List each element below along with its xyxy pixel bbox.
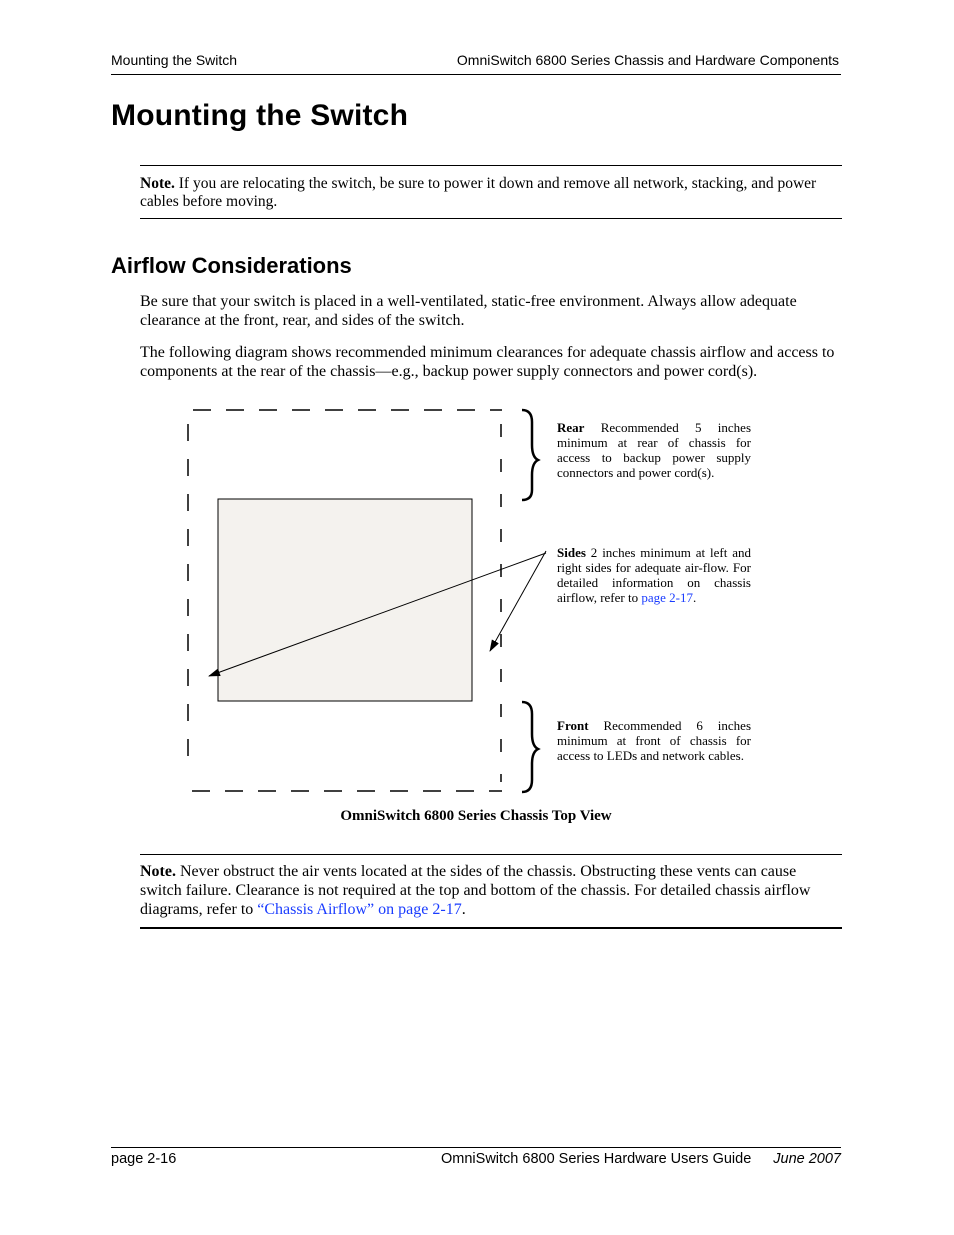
note-period: .: [461, 901, 466, 918]
callout-sides-label: Sides: [557, 545, 586, 560]
footer-page-number: page 2-16: [111, 1151, 177, 1167]
note-text: If you are relocating the switch, be sure to power it down and remove all network, stacking, and power cables before moving.: [140, 175, 817, 210]
running-header: [111, 52, 841, 75]
callout-rear: [557, 420, 751, 480]
callout-sides-text: 2 inches minimum at left and right sides for adequate air-flow. For detailed information on chassis airflow, refer to: [557, 545, 751, 605]
callout-front-text: Recommended 6 inches minimum at front of chassis for access to LEDs and network cables.: [557, 718, 751, 763]
callout-sides: [557, 545, 751, 605]
callout-sides-page-link[interactable]: page 2-17: [641, 590, 693, 605]
callout-rear-text: Recommended 5 inches minimum at rear of chassis for access to backup power supply connectors and power cord(s).: [557, 420, 751, 480]
note-text: Never obstruct the air vents located at the sides of the chassis. Obstructing these vents can cause switch failure. Clearance is not required at the top and bottom of the chassis. For detailed chassis airflow diagrams, refer to: [140, 863, 811, 918]
note-air-vents: [140, 854, 842, 929]
chassis-airflow-link[interactable]: “Chassis Airflow” on page 2-17: [257, 901, 462, 918]
arrow-to-right-side: [490, 551, 546, 651]
callout-sides-period: .: [692, 590, 697, 605]
footer-guide-title: OmniSwitch 6800 Series Hardware Users Guide: [441, 1151, 752, 1167]
header-section-title: Mounting the Switch: [111, 52, 238, 68]
paragraph-diagram-intro: The following diagram shows recommended minimum clearances for adequate chassis airflow and access to components at the rear of the chassis—e.g., backup power supply connectors and power cord(s).: [140, 344, 835, 380]
note-label: Note.: [140, 863, 176, 880]
footer-rule: [111, 1147, 841, 1148]
paragraph-ventilation: Be sure that your switch is placed in a well-ventilated, static-free environment. Always allow adequate clearance at the front, rear, and sides of the switch.: [140, 293, 797, 329]
footer-date: June 2007: [773, 1151, 841, 1167]
note-label: Note.: [140, 175, 175, 192]
front-brace: [522, 702, 538, 792]
header-chapter-title: OmniSwitch 6800 Series Chassis and Hardware Components: [456, 52, 839, 68]
rear-brace: [522, 410, 538, 500]
callout-front: [557, 718, 751, 763]
callout-front-label: Front: [557, 718, 589, 733]
page-title: Mounting the Switch: [111, 99, 409, 132]
section-heading: Airflow Considerations: [111, 253, 352, 278]
chassis-outline: [218, 499, 472, 701]
note-relocating: [140, 165, 842, 219]
callout-rear-label: Rear: [557, 420, 585, 435]
figure-caption: OmniSwitch 6800 Series Chassis Top View: [340, 808, 612, 824]
footer-guide-info: [441, 1151, 841, 1167]
